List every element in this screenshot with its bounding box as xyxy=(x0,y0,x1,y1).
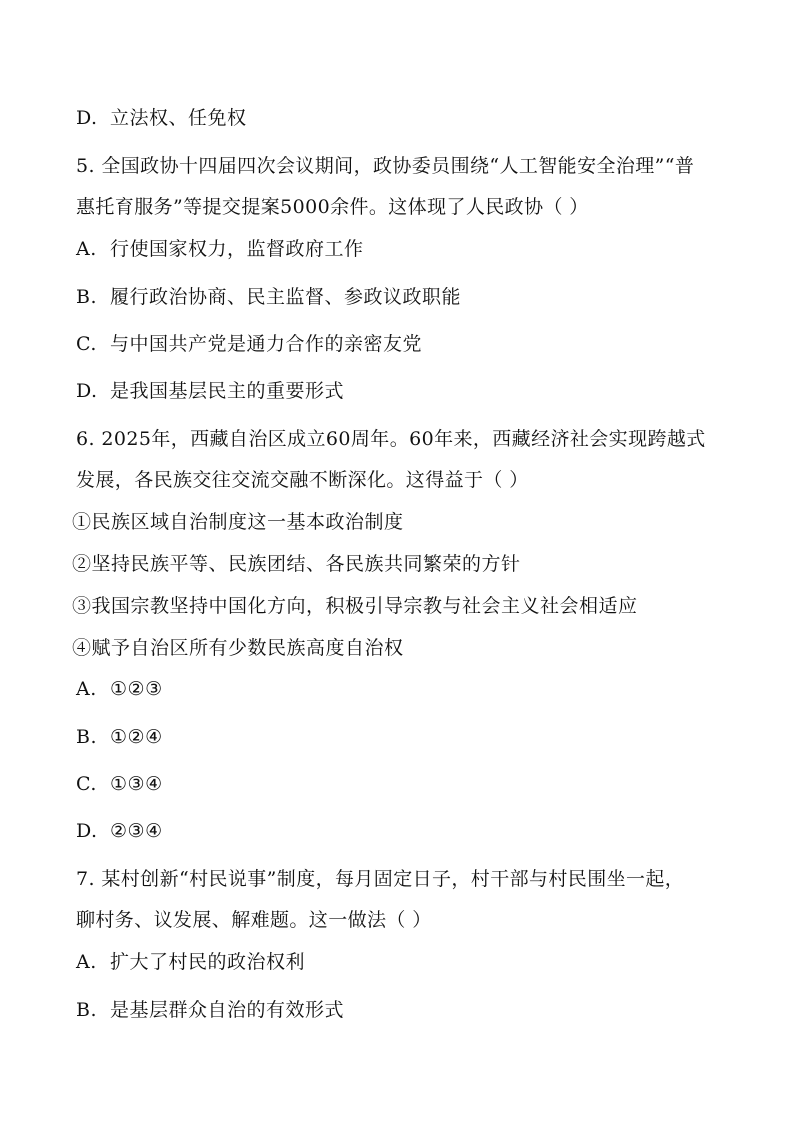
q6-option-c xyxy=(76,772,776,796)
q6-statement-1: ①民族区域自治制度这一基本政治制度 xyxy=(72,511,404,533)
q7-option-a xyxy=(76,950,776,974)
q5-option-c xyxy=(76,332,776,356)
option-text: ①②③ xyxy=(110,678,163,700)
q5-option-d xyxy=(76,379,776,403)
q6-option-b xyxy=(76,725,776,749)
option-letter: C. xyxy=(76,773,97,795)
option-letter: D. xyxy=(76,107,98,129)
option-text: 扩大了村民的政治权利 xyxy=(110,951,306,973)
q6-stem-line-1: 6. 2025年，西藏自治区成立60周年。60年来，西藏经济社会实现跨越式 xyxy=(76,428,706,450)
option-letter: A. xyxy=(76,951,97,973)
option-text: 是我国基层民主的重要形式 xyxy=(110,380,345,402)
option-text: 立法权、任免权 xyxy=(110,107,247,129)
q5-stem-line-2: 惠托育服务”等提交提案5000余件。这体现了人民政协（ ） xyxy=(76,196,589,218)
q6-statement-4: ④赋予自治区所有少数民族高度自治权 xyxy=(72,637,404,659)
option-letter: D. xyxy=(76,820,98,842)
q6-stem-line-2: 发展，各民族交往交流交融不断深化。这得益于（ ） xyxy=(76,469,529,491)
q6-option-d xyxy=(76,819,776,843)
option-letter: D. xyxy=(76,380,98,402)
option-letter: A. xyxy=(76,238,97,260)
option-text: ②③④ xyxy=(110,820,163,842)
option-text: 是基层群众自治的有效形式 xyxy=(110,999,345,1021)
q5-option-a xyxy=(76,237,776,261)
q4-option-d xyxy=(76,106,776,130)
q7-stem-line-2: 聊村务、议发展、解难题。这一做法（ ） xyxy=(76,909,432,931)
option-text: ①③④ xyxy=(110,773,163,795)
option-letter: B. xyxy=(76,726,98,748)
option-letter: A. xyxy=(76,678,97,700)
q6-option-a xyxy=(76,677,776,701)
q5-stem-line-1: 5. 全国政协十四届四次会议期间，政协委员围绕“人工智能安全治理”“普 xyxy=(76,155,695,177)
option-letter: C. xyxy=(76,333,97,355)
option-text: 履行政治协商、民主监督、参政议政职能 xyxy=(110,286,462,308)
q6-statement-3: ③我国宗教坚持中国化方向，积极引导宗教与社会主义社会相适应 xyxy=(72,595,638,617)
q5-option-b xyxy=(76,285,776,309)
option-text: 行使国家权力，监督政府工作 xyxy=(110,238,364,260)
q6-statement-2: ②坚持民族平等、民族团结、各民族共同繁荣的方针 xyxy=(72,553,521,575)
option-text: ①②④ xyxy=(110,726,163,748)
option-text: 与中国共产党是通力合作的亲密友党 xyxy=(110,333,423,355)
option-letter: B. xyxy=(76,286,98,308)
q7-stem-line-1: 7. 某村创新“村民说事”制度，每月固定日子，村干部与村民围坐一起， xyxy=(76,868,685,890)
option-letter: B. xyxy=(76,999,98,1021)
q7-option-b xyxy=(76,998,776,1022)
